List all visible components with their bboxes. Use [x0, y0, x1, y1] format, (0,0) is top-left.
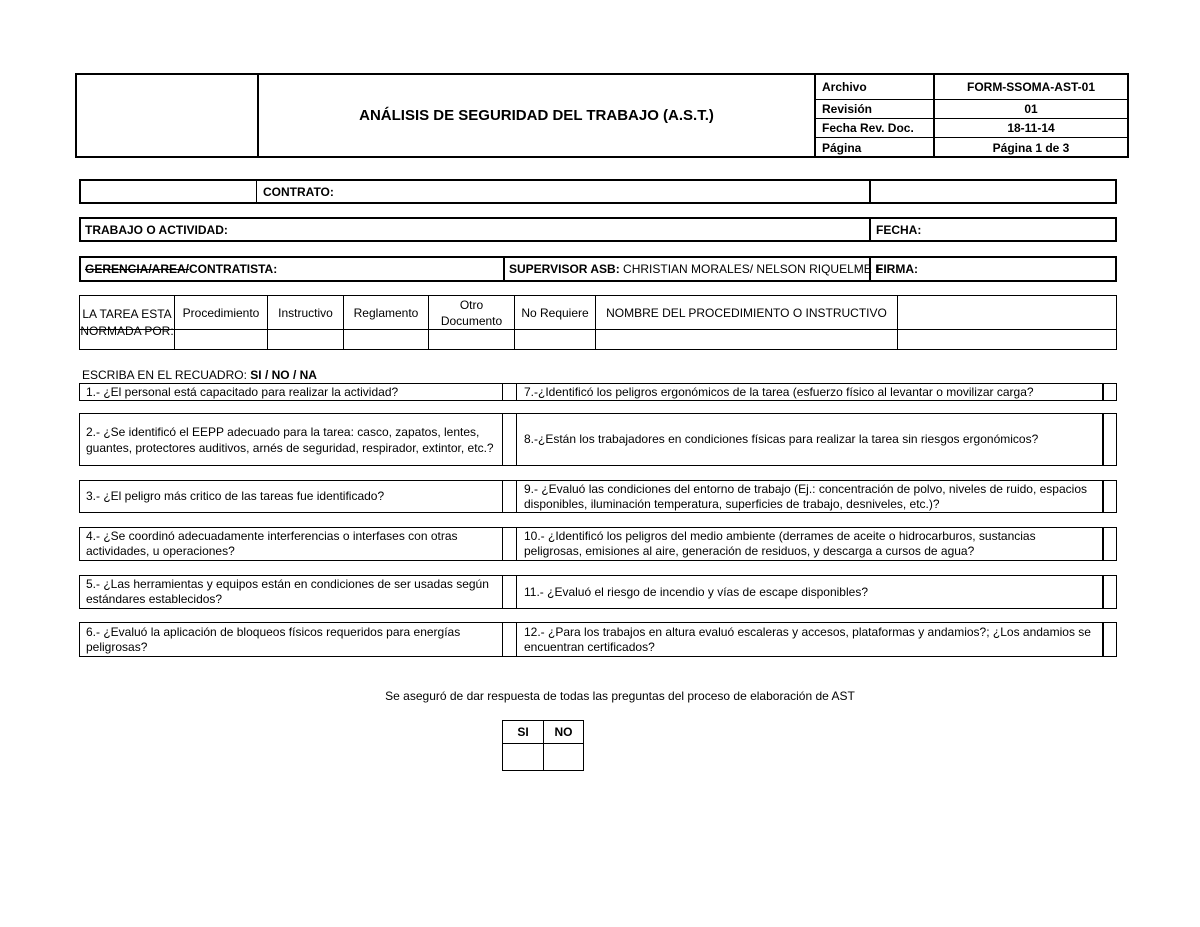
trabajo-label: TRABAJO O ACTIVIDAD:	[85, 222, 228, 237]
check-reglamento[interactable]	[344, 330, 428, 349]
fecha-input[interactable]	[925, 219, 1115, 240]
answer-2[interactable]	[502, 414, 517, 465]
final-statement: Se aseguró de dar respuesta de todas las preguntas del proceso de elaboración de AST	[385, 689, 855, 703]
answer-7[interactable]	[1102, 384, 1116, 400]
supervisor-value: CHRISTIAN MORALES/ NELSON RIQUELME E.	[623, 262, 887, 276]
answer-5[interactable]	[502, 576, 517, 608]
answer-9[interactable]	[1102, 481, 1116, 512]
check-no-requiere[interactable]	[515, 330, 595, 349]
final-si-checkbox[interactable]	[503, 744, 543, 770]
archivo-value: FORM-SSOMA-AST-01	[966, 80, 1095, 94]
fecha-rev-value: 18-11-14	[1007, 121, 1055, 135]
question-9: 9.- ¿Evaluó las condiciones del entorno de trabajo (Ej.: concentración de polvo, niveles de ruido, espacios disponibles, iluminación temperatura, superficies de trabajo, desniveles, etc.)?	[524, 481, 1087, 511]
fecha-label: FECHA:	[876, 222, 922, 237]
nombre-value-input[interactable]	[596, 330, 897, 349]
title-area	[259, 73, 814, 158]
supervisor-field	[505, 258, 887, 280]
instructions-prefix: ESCRIBA EN EL RECUADRO:	[82, 368, 251, 382]
col-procedimiento: Procedimiento	[182, 305, 260, 320]
check-otro-documento[interactable]	[429, 330, 514, 349]
instructions	[82, 368, 582, 383]
question-3: 3.- ¿El peligro más critico de las tareas fue identificado?	[86, 489, 385, 503]
col-instructivo: Instructivo	[278, 305, 333, 320]
firma-label: FIRMA:	[876, 262, 918, 276]
supervisor-label: SUPERVISOR ASB:	[509, 262, 620, 276]
nombre-extra-input[interactable]	[898, 330, 1116, 349]
firma-input[interactable]	[925, 258, 1115, 280]
revision-label: Revisión	[822, 102, 873, 116]
check-procedimiento[interactable]	[175, 330, 267, 349]
contratista-text: CONTRATISTA:	[189, 262, 278, 276]
question-1: 1.- ¿El personal está capacitado para realizar la actividad?	[86, 384, 399, 399]
question-12: 12.- ¿Para los trabajos en altura evaluó escaleras y accesos, plataformas y andamios?; ¿Los andamios se encuentran certificados?	[524, 624, 1091, 654]
answer-3[interactable]	[502, 481, 517, 512]
normada-row-label: LA TAREA ESTA NORMADA POR:	[80, 307, 174, 338]
final-no-checkbox[interactable]	[544, 744, 583, 770]
question-2: 2.- ¿Se identificó el EEPP adecuado para la tarea: casco, zapatos, lentes, guantes, protectores auditivos, arnés de seguridad, respirador, extintor, etc.?	[86, 424, 494, 455]
archivo-label: Archivo	[822, 80, 867, 94]
answer-6[interactable]	[502, 623, 517, 656]
answer-10[interactable]	[1102, 528, 1116, 560]
col-reglamento: Reglamento	[353, 305, 419, 320]
question-5: 5.- ¿Las herramientas y equipos están en condiciones de ser usadas según estándares establecidos?	[86, 577, 489, 606]
document-title: ANÁLISIS DE SEGURIDAD DEL TRABAJO (A.S.T.)	[359, 107, 714, 124]
contrato-input[interactable]	[330, 181, 865, 202]
answer-12[interactable]	[1102, 623, 1116, 656]
check-instructivo[interactable]	[268, 330, 343, 349]
final-si-header: SI	[517, 725, 529, 739]
answer-8[interactable]	[1102, 414, 1116, 465]
answer-11[interactable]	[1102, 576, 1116, 608]
nombre-input[interactable]	[898, 296, 1116, 329]
trabajo-input[interactable]	[225, 219, 865, 240]
col-otro-documento: Otro Documento	[440, 297, 503, 328]
question-4: 4.- ¿Se coordinó adecuadamente interferencias o interfases con otras actividades, u operaciones?	[86, 529, 458, 558]
question-7: 7.-¿Identificó los peligros ergonómicos de la tarea (esfuerzo físico al levantar o movilizar carga?	[524, 384, 1034, 399]
contrato-extra-input[interactable]	[872, 181, 1115, 202]
fecha-rev-label: Fecha Rev. Doc.	[822, 121, 914, 135]
question-6: 6.- ¿Evaluó la aplicación de bloqueos físicos requeridos para energías peligrosas?	[86, 624, 461, 654]
final-no-header: NO	[554, 725, 573, 739]
answer-1[interactable]	[502, 384, 517, 400]
contrato-label: CONTRATO:	[263, 184, 334, 199]
revision-value: 01	[1024, 102, 1038, 116]
gerencia-label	[81, 258, 501, 280]
answer-4[interactable]	[502, 528, 517, 560]
gerencia-struck-text: GERENCIA/AREA/	[85, 262, 190, 276]
pagina-value: Página 1 de 3	[992, 140, 1070, 155]
question-10: 10.- ¿Identificó los peligros del medio ambiente (derrames de aceite o hidrocarburos, sustancias peligrosas, emisiones al aire, generación de residuos, y descarga a cursos de agua?	[524, 529, 1036, 558]
question-8: 8.-¿Están los trabajadores en condiciones físicas para realizar la tarea sin riesgos ergonómicos?	[524, 432, 1039, 446]
instructions-options: SI / NO / NA	[250, 368, 317, 382]
col-no-requiere: No Requiere	[521, 305, 589, 320]
question-11: 11.- ¿Evaluó el riesgo de incendio y vías de escape disponibles?	[524, 584, 868, 599]
nombre-header: NOMBRE DEL PROCEDIMIENTO O INSTRUCTIVO	[606, 305, 887, 320]
pagina-label: Página	[822, 140, 862, 155]
